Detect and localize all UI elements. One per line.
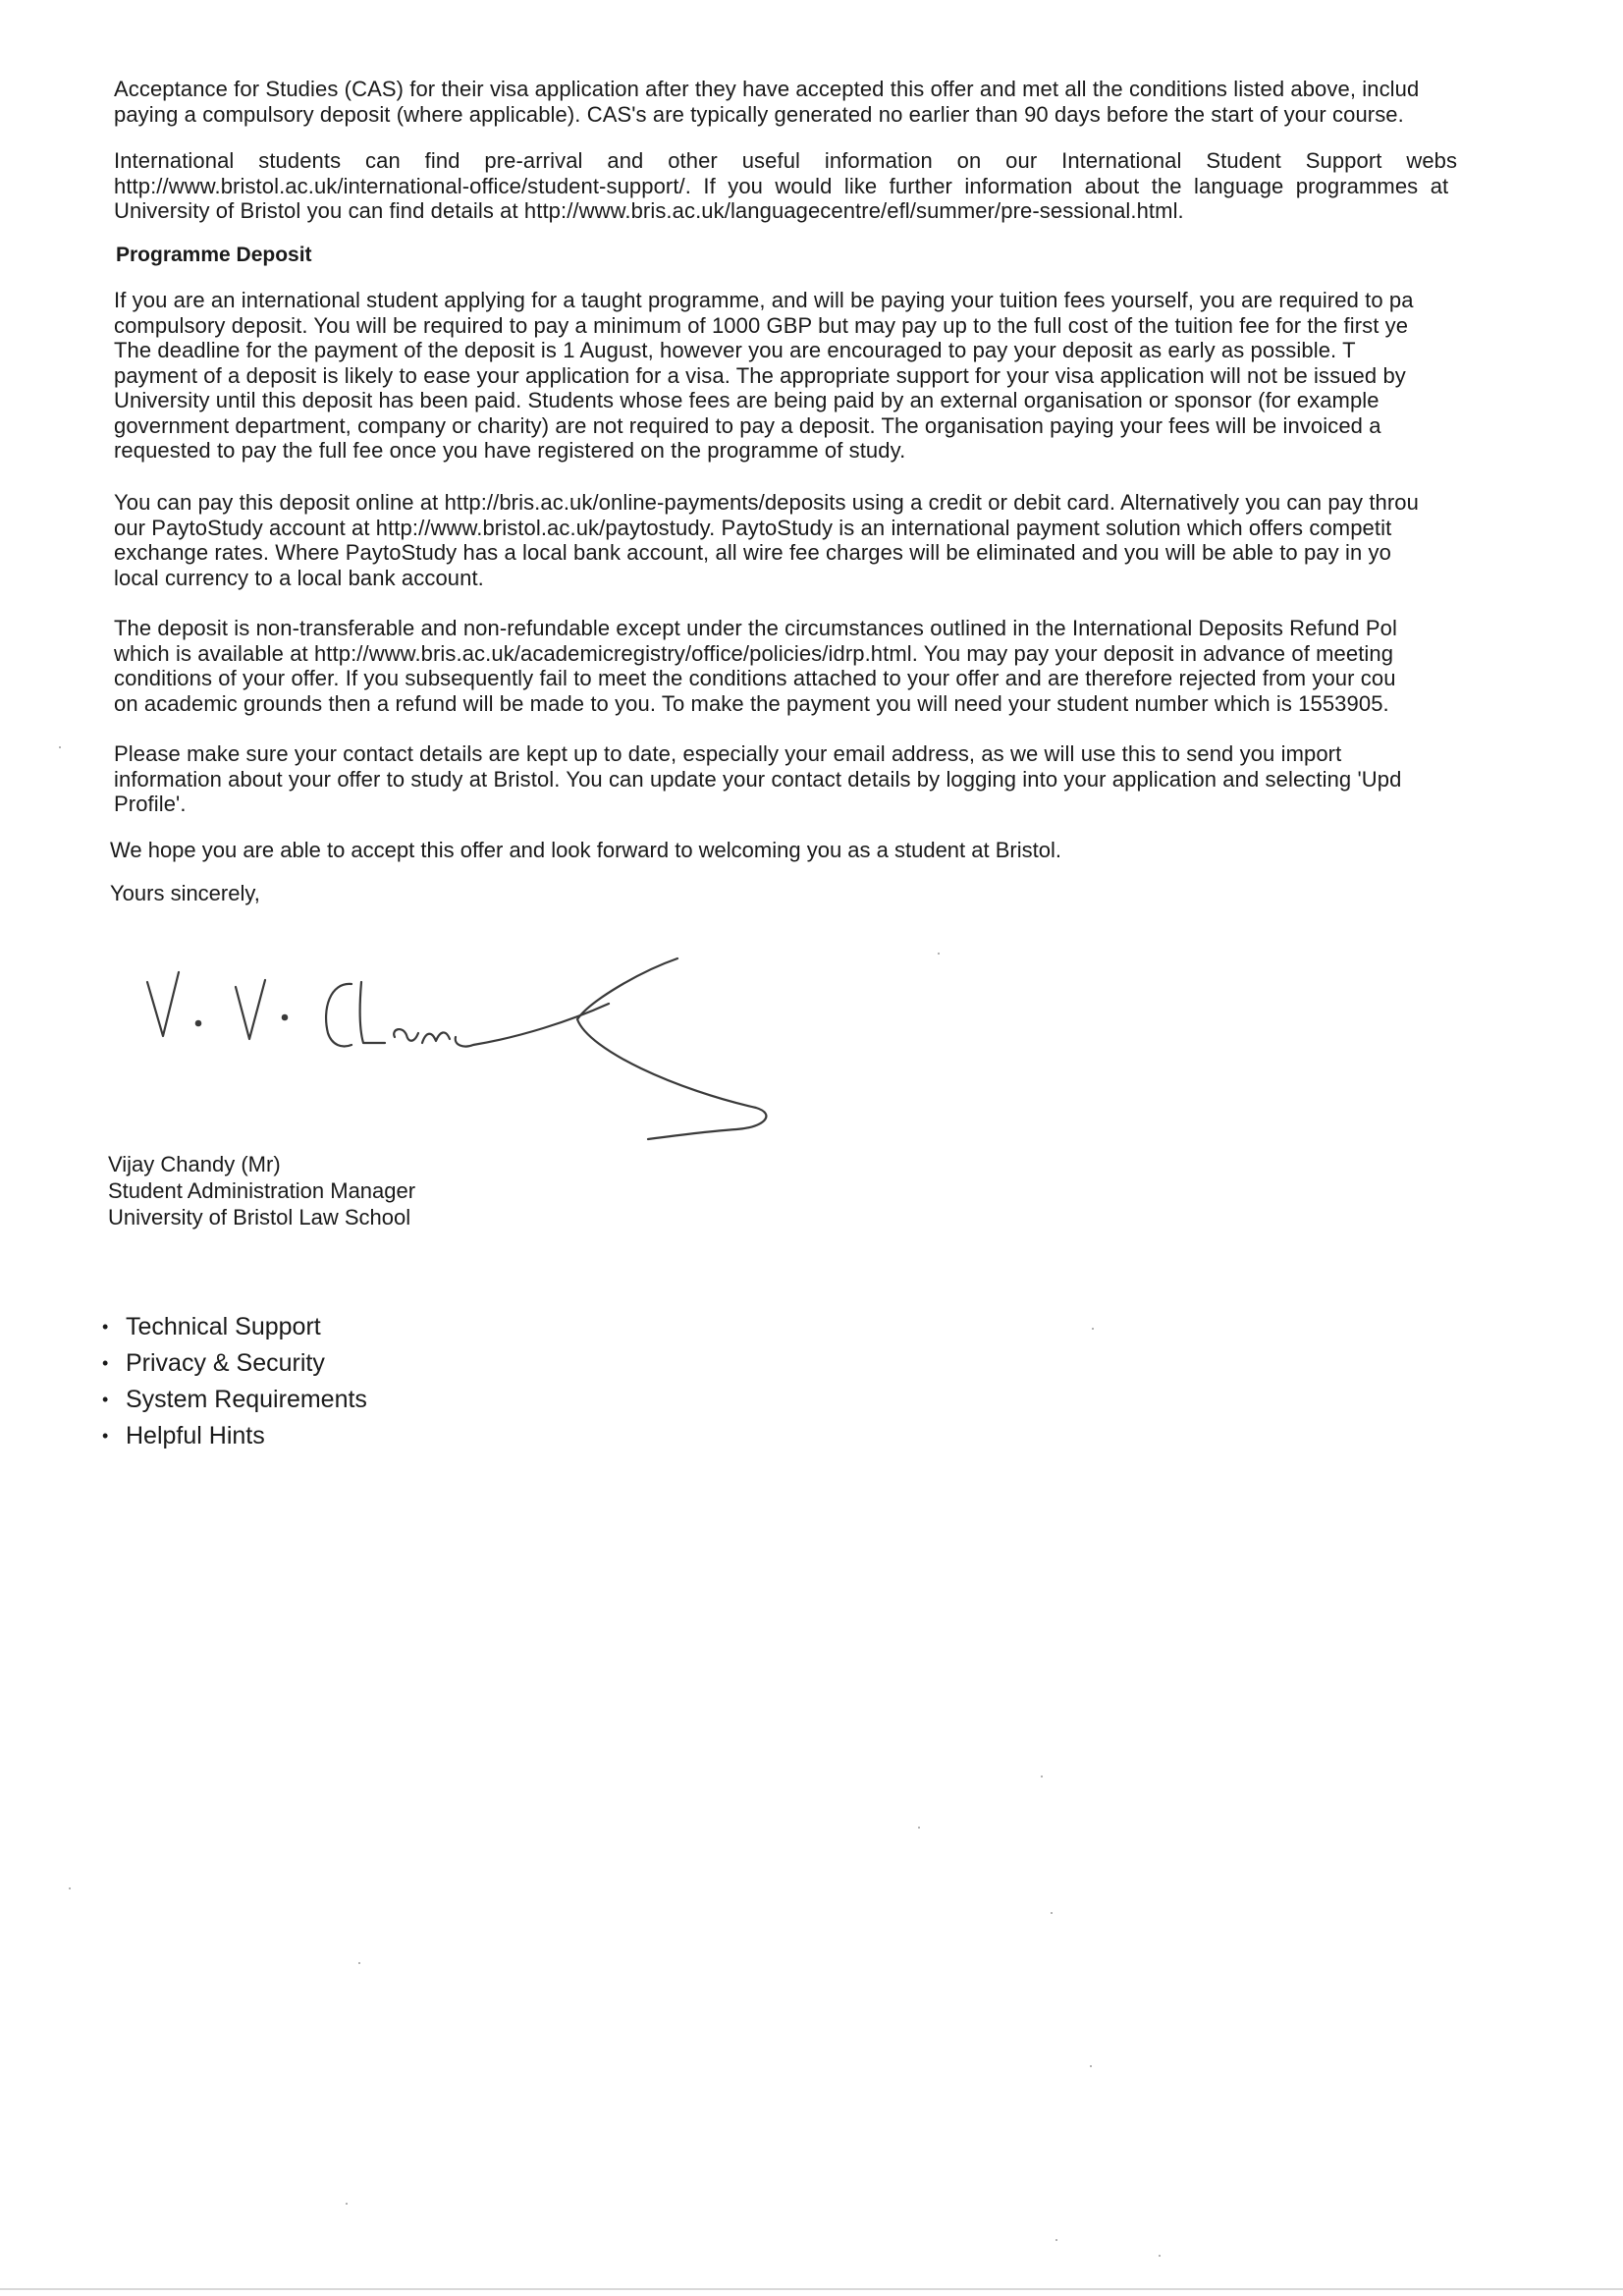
scan-speck: [1090, 2065, 1092, 2067]
scan-speck: [1159, 2255, 1161, 2257]
paragraph-line: If you are an international student applying for a taught programme, and will be paying your tuition fees yourself, you are required to pa: [114, 288, 1414, 312]
footer-link-label: Technical Support: [126, 1313, 321, 1340]
paragraph-line: The deposit is non-transferable and non-refundable except under the circumstances outlined in the International Deposits Refund Pol: [114, 616, 1398, 640]
footer-link-technical-support[interactable]: [98, 1309, 367, 1345]
scan-speck: [938, 953, 940, 955]
footer-link-label: Privacy & Security: [126, 1349, 325, 1377]
paragraph-line: on academic grounds then a refund will be made to you. To make the payment you will need your student number which is 1553905.: [114, 690, 1389, 716]
international-support-paragraph: [114, 148, 1623, 224]
scan-speck: [69, 1887, 71, 1889]
pay-online-paragraph: [114, 490, 1623, 590]
hope-sentence: We hope you are able to accept this offer and look forward to welcoming you as a student at Bristol.: [110, 838, 1061, 862]
scan-speck: [1055, 2239, 1057, 2241]
programme-deposit-heading: Programme Deposit: [116, 244, 312, 266]
scan-speck: [1092, 1328, 1094, 1330]
paragraph-line: You can pay this deposit online at http://bris.ac.uk/online-payments/deposits using a credit or debit card. Alternatively you can pay throu: [114, 490, 1419, 515]
paragraph-line: paying a compulsory deposit (where applicable). CAS's are typically generated no earlier than 90 days before the start of your course.: [114, 101, 1404, 127]
footer-link-system-requirements[interactable]: [98, 1382, 367, 1418]
refund-policy-paragraph: [114, 616, 1623, 716]
paragraph-line: Profile'.: [114, 792, 187, 816]
signatory-title: Student Administration Manager: [108, 1178, 416, 1203]
scan-speck: [1041, 1776, 1043, 1777]
cas-paragraph: [114, 77, 1623, 127]
scan-edge-line: [0, 2288, 1623, 2290]
paragraph-line: International students can find pre-arrival and other useful information on our International Student Support webs: [114, 148, 1458, 173]
paragraph-line: conditions of your offer. If you subsequently fail to meet the conditions attached to your offer and are therefore rejected from your cou: [114, 666, 1396, 690]
scan-speck: [918, 1827, 920, 1829]
footer-link-helpful-hints[interactable]: [98, 1418, 367, 1454]
footer-link-label: Helpful Hints: [126, 1422, 265, 1449]
footer-link-privacy-security[interactable]: [98, 1345, 367, 1382]
bullet-icon: •: [102, 1426, 109, 1446]
bullet-icon: •: [102, 1353, 109, 1373]
paragraph-line: The deadline for the payment of the deposit is 1 August, however you are encouraged to pay your deposit as early as possible. T: [114, 338, 1356, 362]
paragraph-line: exchange rates. Where PaytoStudy has a local bank account, all wire fee charges will be eliminated and you will be able to pay in yo: [114, 540, 1391, 565]
footer-link-label: System Requirements: [126, 1386, 367, 1413]
handwritten-signature: [128, 943, 874, 1159]
paragraph-line: Acceptance for Studies (CAS) for their visa application after they have accepted this offer and met all the conditions listed above, includ: [114, 77, 1420, 101]
paragraph-line: government department, company or charity) are not required to pay a deposit. The organisation paying your fees will be invoiced a: [114, 412, 1381, 438]
scan-speck: [59, 746, 61, 748]
signatory-organisation: University of Bristol Law School: [108, 1205, 411, 1230]
scan-speck: [358, 1962, 360, 1964]
paragraph-line: http://www.bristol.ac.uk/international-office/student-support/. If you would like further information about the language programmes at: [114, 173, 1449, 198]
paragraph-line: our PaytoStudy account at http://www.bristol.ac.uk/paytostudy. PaytoStudy is an international payment solution which offers competit: [114, 515, 1392, 540]
footer-links: [98, 1309, 367, 1454]
deposit-intro-paragraph: [114, 288, 1623, 464]
paragraph-line: information about your offer to study at Bristol. You can update your contact details by logging into your application and selecting 'Upd: [114, 766, 1402, 792]
scan-speck: [1051, 1912, 1053, 1914]
paragraph-line: University of Bristol you can find details at http://www.bris.ac.uk/languagecentre/efl/summer/pre-sessional.html.: [114, 198, 1184, 223]
closing-salutation: Yours sincerely,: [110, 881, 260, 905]
signatory-name: Vijay Chandy (Mr): [108, 1152, 281, 1176]
contact-details-paragraph: [114, 741, 1623, 817]
paragraph-line: compulsory deposit. You will be required to pay a minimum of 1000 GBP but may pay up to the full cost of the tuition fee for the first ye: [114, 312, 1409, 338]
bullet-icon: •: [102, 1390, 109, 1409]
paragraph-line: requested to pay the full fee once you have registered on the programme of study.: [114, 438, 906, 463]
paragraph-line: Please make sure your contact details are kept up to date, especially your email address, as we will use this to send you import: [114, 741, 1342, 766]
paragraph-line: which is available at http://www.bris.ac.uk/academicregistry/office/policies/idrp.html. You may pay your deposit in advance of meeting: [114, 640, 1394, 666]
signatory-block: [108, 1151, 415, 1230]
paragraph-line: University until this deposit has been paid. Students whose fees are being paid by an external organisation or sponsor (for example: [114, 388, 1380, 412]
scan-speck: [346, 2203, 348, 2205]
paragraph-line: payment of a deposit is likely to ease your application for a visa. The appropriate support for your visa application will not be issued by: [114, 362, 1406, 388]
paragraph-line: local currency to a local bank account.: [114, 565, 484, 590]
bullet-icon: •: [102, 1317, 109, 1337]
